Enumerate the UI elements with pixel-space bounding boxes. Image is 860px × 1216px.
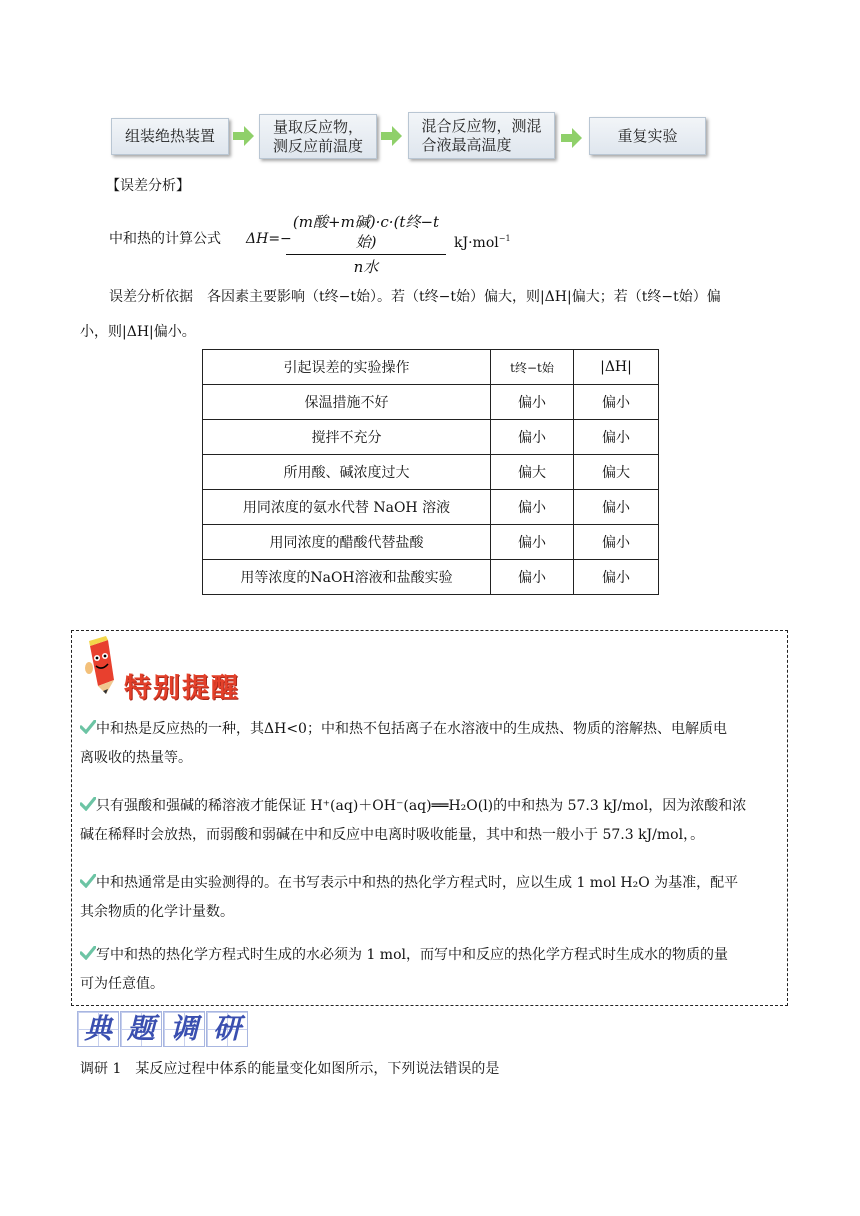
basis-line-2: 小，则|ΔH|偏小。 — [80, 324, 196, 340]
notice-item-3: 中和热通常是由实验测得的。在书写表示中和热的热化学方程式时，应以生成 1 mol H₂O 为基准，配平 其余物质的化学计量数。 — [80, 875, 739, 920]
check-icon — [80, 797, 96, 811]
table-row — [203, 455, 659, 490]
section-title: 【误差分析】 — [106, 178, 190, 194]
pencil-mascot-icon — [84, 636, 120, 696]
table-header-cell: 引起误差的实验操作 — [203, 350, 491, 385]
table-cell: 偏小 — [574, 560, 659, 595]
flow-step-2-label: 量取反应物， 测反应前温度 — [272, 117, 363, 155]
table-cell: 偏小 — [491, 560, 574, 595]
table-row — [203, 420, 659, 455]
table-cell: 用同浓度的氨水代替 NaOH 溶液 — [203, 490, 491, 525]
notice-item-4: 写中和热的热化学方程式时生成的水必须为 1 mol，而写中和反应的热化学方程式时生成水的物质的量 可为任意值。 — [80, 947, 728, 992]
table-row — [203, 385, 659, 420]
research-question: 调研 1 某反应过程中体系的能量变化如图所示，下列说法错误的是 — [80, 1061, 500, 1077]
table-cell: 偏小 — [574, 525, 659, 560]
flow-step-4 — [589, 117, 706, 155]
table-header-cell: |ΔH| — [574, 350, 659, 385]
notice-title: 特别提醒 — [124, 673, 240, 704]
flow-step-1-label: 组装绝热装置 — [124, 127, 215, 145]
table-cell: 保温措施不好 — [203, 385, 491, 420]
flow-arrow-1 — [233, 126, 255, 146]
formula-numerator: (m酸+m碱)·c·(t终−t始) — [292, 213, 440, 251]
banner-char: 典 — [77, 1011, 119, 1047]
table-cell: 偏小 — [574, 385, 659, 420]
basis-line-1: 误差分析依据 各因素主要影响（t终−t始）。若（t终−t始）偏大，则|ΔH|偏大；若（t终−t始）偏 — [109, 289, 721, 305]
notice-item-1: 中和热是反应热的一种，其ΔH<0；中和热不包括离子在水溶液中的生成热、物质的溶解热、电解质电 离吸收的热量等。 — [80, 721, 727, 766]
table-cell: 用同浓度的醋酸代替盐酸 — [203, 525, 491, 560]
table-cell: 偏小 — [491, 490, 574, 525]
table-cell: 偏大 — [491, 455, 574, 490]
error-table — [202, 349, 659, 595]
check-icon — [80, 720, 96, 734]
flow-step-3 — [408, 112, 555, 159]
table-row — [203, 525, 659, 560]
check-icon — [80, 946, 96, 960]
table-cell: 偏小 — [491, 420, 574, 455]
table-row — [203, 490, 659, 525]
fraction-bar — [286, 254, 446, 255]
table-cell: 用等浓度的NaOH溶液和盐酸实验 — [203, 560, 491, 595]
table-row — [203, 560, 659, 595]
banner-char: 研 — [206, 1011, 248, 1047]
banner-char: 调 — [163, 1011, 205, 1047]
table-cell: 偏小 — [574, 490, 659, 525]
check-icon — [80, 874, 96, 888]
formula-fraction — [286, 212, 446, 277]
table-cell: 偏大 — [574, 455, 659, 490]
flow-step-1 — [111, 118, 229, 155]
research-banner — [77, 1011, 248, 1047]
table-cell: 偏小 — [491, 525, 574, 560]
table-cell: 所用酸、碱浓度过大 — [203, 455, 491, 490]
formula-label: 中和热的计算公式 — [109, 231, 221, 247]
flow-arrow-3 — [561, 128, 583, 148]
flow-step-3-label: 混合反应物，测混 合液最高温度 — [421, 116, 542, 154]
table-header-row — [203, 350, 659, 385]
formula-denominator: n水 — [353, 258, 379, 276]
table-cell: 偏小 — [574, 420, 659, 455]
table-header-cell: t终−t始 — [491, 350, 574, 385]
table-cell: 搅拌不充分 — [203, 420, 491, 455]
formula-lhs: ΔH=− — [246, 231, 292, 247]
flow-arrow-2 — [381, 126, 403, 146]
banner-char: 题 — [120, 1011, 162, 1047]
table-cell: 偏小 — [491, 385, 574, 420]
flow-step-4-label: 重复实验 — [617, 126, 678, 145]
formula-unit: kJ·mol$^{-1}$ — [454, 234, 511, 251]
flow-step-2 — [259, 114, 377, 159]
notice-item-2: 只有强酸和强碱的稀溶液才能保证 H⁺(aq)＋OH⁻(aq)══H₂O(l)的中和热为 57.3 kJ/mol，因为浓酸和浓 碱在稀释时会放热，而弱酸和弱碱在中和反应中电离时吸收能量，其中和热一般小于 57.3 kJ/mol，。 — [80, 798, 747, 843]
